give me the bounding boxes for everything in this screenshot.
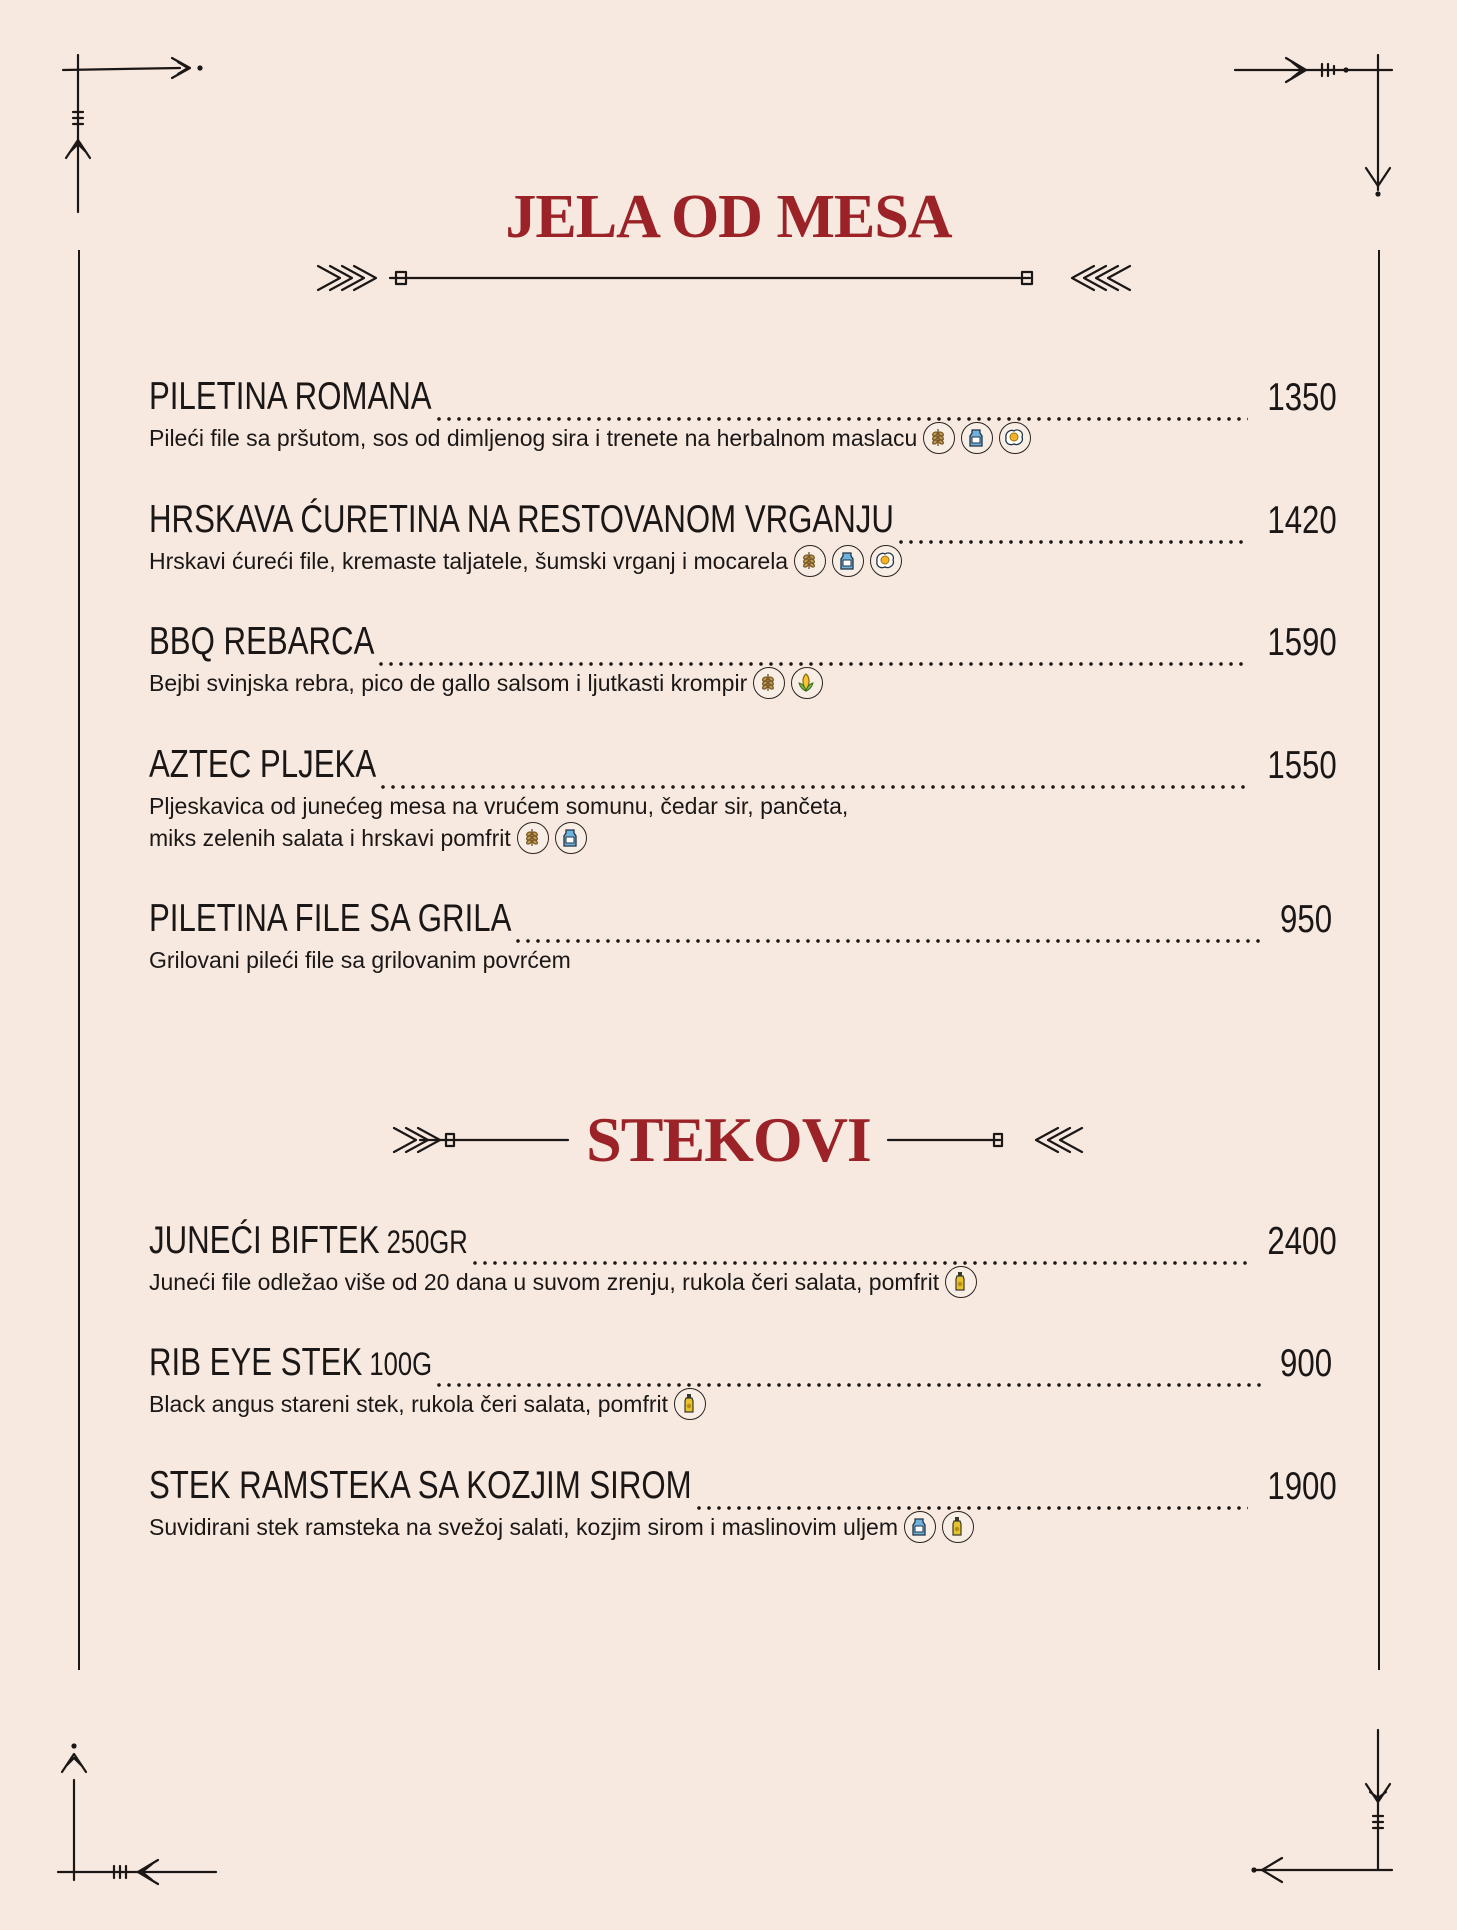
mustard-icon	[942, 1511, 974, 1543]
menu-item-price: 1420	[1266, 499, 1337, 542]
dot-leader	[378, 742, 1247, 790]
menu-item-header	[149, 374, 1337, 422]
milk-icon	[904, 1511, 936, 1543]
menu-item-description	[149, 545, 1319, 579]
menu-item-portion: 250GR	[379, 1224, 468, 1260]
description-line: Juneći file odležao više od 20 dana u suvom zrenju, rukola čeri salata, pomfrit	[149, 1266, 1319, 1300]
wheat-icon	[517, 822, 549, 854]
menu-item-header	[149, 1463, 1337, 1511]
menu-item-name: STEK RAMSTEKA SA KOZJIM SIROM	[149, 1464, 692, 1507]
menu-item-name: HRSKAVA ĆURETINA NA RESTOVANOM VRGANJU	[149, 498, 894, 541]
menu-item	[149, 1463, 1337, 1545]
menu-item-header	[149, 497, 1337, 545]
section-title-steaks: STEKOVI	[586, 1104, 871, 1175]
corn-icon	[791, 667, 823, 699]
menu-item	[149, 1340, 1333, 1422]
menu-item-name: AZTEC PLJEKA	[149, 743, 377, 786]
egg-icon	[870, 545, 902, 577]
right-border-line	[1378, 250, 1380, 1670]
section-title-meat: JELA OD MESA	[505, 183, 952, 251]
description-line: Grilovani pileći file sa grilovanim povrćem	[149, 947, 571, 973]
milk-icon	[555, 822, 587, 854]
menu-item-price: 1590	[1266, 621, 1337, 664]
menu-item-price: 2400	[1266, 1220, 1337, 1263]
milk-icon	[961, 422, 993, 454]
menu-item-name: BBQ REBARCA	[149, 620, 375, 663]
menu-item-description	[149, 422, 1319, 456]
dot-leader	[434, 374, 1248, 422]
mustard-icon	[945, 1266, 977, 1298]
description-line: Black angus stareni stek, rukola čeri salata, pomfrit	[149, 1388, 1319, 1422]
menu-item-header	[149, 742, 1337, 790]
menu-item-name: PILETINA ROMANA	[149, 375, 432, 418]
dot-leader	[434, 1340, 1265, 1388]
dot-leader	[470, 1218, 1248, 1266]
menu-item-header	[149, 1340, 1333, 1388]
menu-item-price: 900	[1279, 1342, 1333, 1385]
menu-item-header	[149, 896, 1333, 944]
dot-leader	[513, 896, 1265, 944]
menu-item	[149, 374, 1337, 456]
menu-item-description	[149, 667, 1319, 701]
menu-item-price: 950	[1279, 898, 1333, 941]
menu-item-description	[149, 1388, 1319, 1422]
mustard-icon	[674, 1388, 706, 1420]
menu-item-header	[149, 619, 1337, 667]
left-border-line	[78, 250, 80, 1670]
menu-item	[149, 742, 1337, 856]
wheat-icon	[923, 422, 955, 454]
menu-item-portion: 100G	[362, 1346, 433, 1382]
milk-icon	[832, 545, 864, 577]
menu-item-name: PILETINA FILE SA GRILA	[149, 897, 512, 940]
menu-item-description	[149, 1511, 1319, 1545]
egg-icon	[999, 422, 1031, 454]
menu-item-header	[149, 1218, 1337, 1266]
description-line: Bejbi svinjska rebra, pico de gallo salsom i ljutkasti krompir	[149, 667, 1319, 701]
dot-leader	[896, 497, 1248, 545]
description-line: Pljeskavica od junećeg mesa na vrućem somunu, čedar sir, pančeta,	[149, 793, 849, 819]
menu-item	[149, 619, 1337, 701]
menu-item-description	[149, 790, 1319, 856]
menu-item-price: 1900	[1266, 1465, 1337, 1508]
menu-item-description	[149, 1266, 1319, 1300]
description-line: Pileći file sa pršutom, sos od dimljenog sira i trenete na herbalnom maslacu	[149, 422, 1319, 456]
menu-item	[149, 497, 1337, 579]
dot-leader	[376, 619, 1247, 667]
wheat-icon	[794, 545, 826, 577]
menu-item-name: RIB EYE STEK 100G	[149, 1341, 433, 1384]
description-line: Suvidirani stek ramsteka na svežoj salati, kozjim sirom i maslinovim uljem	[149, 1511, 1319, 1545]
menu-item-name: JUNEĆI BIFTEK 250GR	[149, 1219, 468, 1262]
menu-item	[149, 896, 1333, 976]
description-line: miks zelenih salata i hrskavi pomfrit	[149, 822, 1319, 856]
menu-item-price: 1550	[1266, 744, 1337, 787]
menu-item-description	[149, 944, 1319, 976]
wheat-icon	[753, 667, 785, 699]
description-line: Hrskavi ćureći file, kremaste taljatele, šumski vrganj i mocarela	[149, 545, 1319, 579]
menu-item	[149, 1218, 1337, 1300]
menu-item-price: 1350	[1266, 376, 1337, 419]
dot-leader	[694, 1463, 1248, 1511]
